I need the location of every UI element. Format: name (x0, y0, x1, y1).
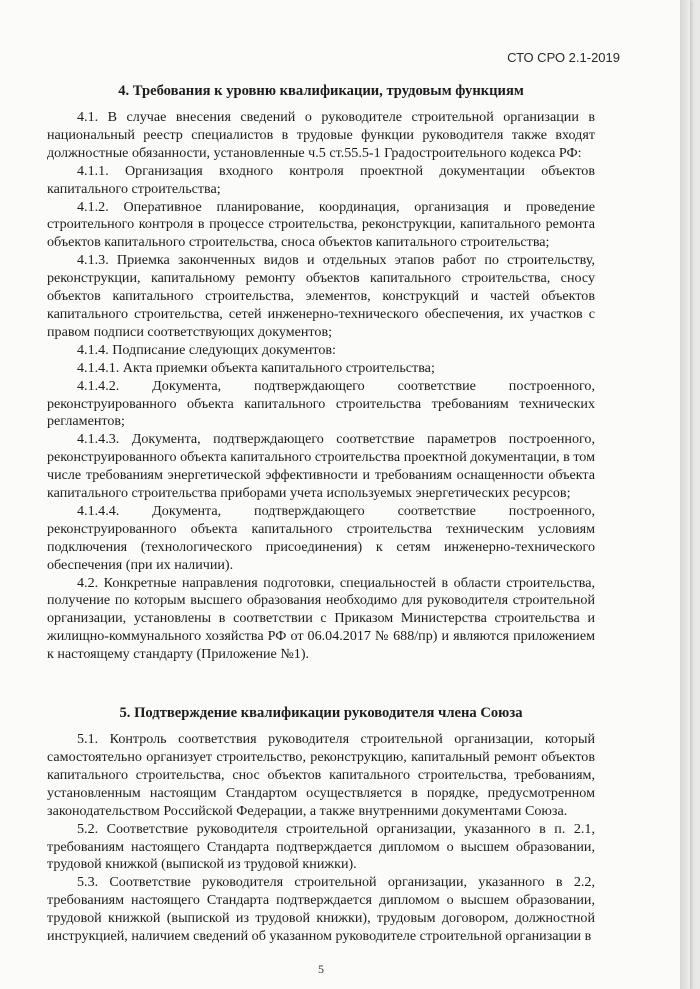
paragraph-5-2: 5.2. Соответствие руководителя строительной организации, указанного в п. 2.1, требованиям настоящего Стандарта подтверждается дипломом о высшем образовании, трудовой книжкой (выпиской из трудовой книжки). (47, 820, 595, 873)
paragraph-4-1-1: 4.1.1. Организация входного контроля проектной документации объектов капитального строительства; (47, 162, 595, 197)
paragraph-4-1-4: 4.1.4. Подписание следующих документов: (77, 341, 336, 358)
document-body (47, 82, 595, 946)
paragraph-4-1-4-4: 4.1.4.4. Документа, подтверждающего соответствие построенного, реконструированного объекта капитального строительства техническим условиям подключения (технологического присоединения) к сетям инженерно-технического обеспечения (при их наличии). (47, 502, 595, 573)
page-number: 5 (318, 962, 324, 976)
section-4-title: 4. Требования к уровню квалификации, трудовым функциям (118, 83, 524, 99)
paragraph-4-1-4-1: 4.1.4.1. Акта приемки объекта капитального строительства; (77, 359, 435, 376)
paragraph-4-1-2: 4.1.2. Оперативное планирование, координация, организация и проведение строительного контроля в процессе строительства, реконструкции, капитального ремонта объектов капитального строительства, сноса объектов капитального строительства; (47, 198, 595, 251)
section-5-title: 5. Подтверждение квалификации руководителя члена Союза (119, 705, 523, 722)
paragraph-4-1: 4.1. В случае внесения сведений о руководителе строительной организации в национальный реестр специалистов в трудовые функции руководителя также входят должностные обязанности, установленные ч.5 ст.55.5-1 Градостроительного кодекса РФ: (47, 109, 595, 161)
page-edge-shadow (680, 0, 690, 989)
document-code: СТО СРО 2.1-2019 (507, 50, 620, 65)
section-spacer (47, 664, 595, 704)
paragraph-5-3: 5.3. Соответствие руководителя строительной организации, указанного в 2.2, требованиям настоящего Стандарта подтверждается дипломом о высшем образовании, трудовой книжкой (выпиской из трудовой книжки), трудовым договором, должностной инструкцией, наличием сведений об указанном руководителе строительной организации в (47, 874, 595, 945)
paragraph-4-1-4-3: 4.1.4.3. Документа, подтверждающего соответствие параметров построенного, реконструированного объекта капитального строительства проектной документации, в том числе требованиям энергетической эффективности и требованиям оснащенности объекта капитального строительства приборами учета используемых энергетических ресурсов; (47, 431, 595, 502)
paragraph-4-2: 4.2. Конкретные направления подготовки, специальностей в области строительства, получение по которым высшего образования необходимо для руководителя строительной организации, установлены в соответствии с Приказом Министерства строительства и жилищно-коммунального хозяйства РФ от 06.04.2017 № 688/пр) и являются приложением к настоящему стандарту (Приложение №1). (47, 574, 595, 663)
paragraph-4-1-4-2: 4.1.4.2. Документа, подтверждающего соответствие построенного, реконструированного объекта капитального строительства требованиям технических регламентов; (47, 377, 595, 430)
paragraph-4-1-3: 4.1.3. Приемка законченных видов и отдельных этапов работ по строительству, реконструкции, капитальному ремонту объектов капитального строительства, сносу объектов капитального строительства, элементов, конструкций и частей объектов капитального строительства, сетей инженерно-технического обеспечения, их участков с правом подписи соответствующих документов; (47, 252, 595, 340)
paragraph-5-1: 5.1. Контроль соответствия руководителя строительной организации, который самостоятельно организует строительство, реконструкцию, капитальный ремонт объектов капитального строительства, снос объектов капитального строительства, требованиям, установленным настоящим Стандартом осуществляется в порядке, предусмотренном законодательством Российской Федерации, а также внутренними документами Союза. (47, 731, 595, 819)
